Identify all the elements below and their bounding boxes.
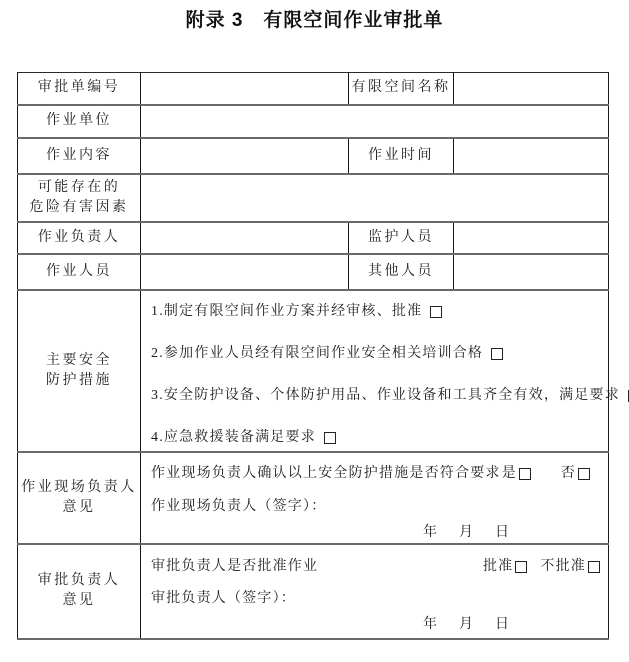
- approval-no-label: 审批单编号: [18, 73, 141, 105]
- reject-label: 不批准: [540, 559, 586, 574]
- site-leader-sign-label: 作业现场负责人（签字）：: [151, 499, 327, 514]
- approve-label: 批准: [482, 559, 514, 574]
- page-title: 附录 3 有限空间作业审批单: [185, 10, 444, 31]
- measure-1-text: 1.制定有限空间作业方案并经审核、批准: [151, 304, 423, 319]
- workers-label: 作业人员: [18, 254, 141, 290]
- approver-sign-label: 审批负责人（签字）：: [151, 591, 296, 606]
- row-approver-opinion: [18, 544, 609, 639]
- site-leader-opinion-content: [141, 452, 609, 544]
- yes-checkbox[interactable]: [519, 468, 531, 480]
- other-personnel-label-cell[interactable]: [141, 254, 349, 290]
- yes-label: 是: [501, 466, 517, 481]
- row-workers: [18, 254, 609, 290]
- guardian-field[interactable]: [454, 222, 609, 254]
- approver-signature-line[interactable]: [141, 591, 608, 607]
- row-approval-no: [18, 73, 609, 105]
- guardian-label: 监护人员: [349, 222, 454, 254]
- measure-item-3: [151, 388, 620, 404]
- site-leader-date-label: 年 月 日: [423, 525, 513, 540]
- reject-checkbox[interactable]: [588, 561, 600, 573]
- hazards-label: [18, 174, 141, 222]
- hazards-field[interactable]: [141, 174, 609, 222]
- other-personnel-field[interactable]: [454, 254, 609, 290]
- measure-item-4: [151, 430, 602, 446]
- safety-measures-label-line2: 防护措施: [46, 372, 112, 388]
- work-time-field[interactable]: [454, 138, 609, 174]
- row-work-leader: [18, 222, 609, 254]
- approver-opinion-content: [141, 544, 609, 639]
- measure-1-checkbox[interactable]: [430, 306, 442, 318]
- approve-checkbox[interactable]: [515, 561, 527, 573]
- yes-option: [502, 466, 531, 482]
- row-work-content: [18, 138, 609, 174]
- approver-opinion-label: [18, 544, 141, 639]
- measure-item-1: [151, 304, 602, 320]
- measure-4-text: 4.应急救援装备满足要求: [151, 430, 316, 445]
- measure-item-2: [151, 346, 602, 362]
- site-leader-signature-line[interactable]: [141, 499, 608, 515]
- safety-measures-label-line1: 主要安全: [46, 352, 112, 368]
- row-safety-measures: [18, 290, 609, 452]
- hazards-label-line1: 可能存在的: [37, 179, 121, 195]
- no-checkbox[interactable]: [578, 468, 590, 480]
- space-name-field[interactable]: [454, 73, 609, 105]
- safety-measures-label: [18, 290, 141, 452]
- work-leader-field[interactable]: [141, 222, 349, 254]
- work-time-label: 作业时间: [349, 138, 454, 174]
- approver-question-text: 审批负责人是否批准作业: [151, 559, 319, 574]
- approval-no-field[interactable]: [141, 73, 349, 105]
- approver-label-line1: 审批负责人: [37, 573, 121, 588]
- site-leader-confirm-text: 作业现场负责人确认以上安全防护措施是否符合要求: [151, 466, 501, 481]
- measure-3-text: 3.安全防护设备、个体防护用品、作业设备和工具齐全有效，满足要求: [151, 388, 620, 403]
- measure-2-checkbox[interactable]: [491, 348, 503, 360]
- safety-measures-content: [141, 290, 620, 452]
- reject-option: [540, 559, 600, 575]
- row-site-leader-opinion: [18, 452, 609, 544]
- row-work-unit: [18, 105, 609, 138]
- site-leader-label-line2: 意见: [62, 499, 96, 515]
- site-leader-date-line[interactable]: [141, 525, 608, 541]
- work-unit-label: 作业单位: [18, 105, 141, 138]
- approval-form-table: [17, 72, 620, 640]
- site-leader-opinion-label: [18, 452, 141, 544]
- approver-date-label: 年 月 日: [423, 617, 513, 632]
- row-hazards: [18, 174, 609, 222]
- measure-4-checkbox[interactable]: [324, 432, 336, 444]
- approve-option: [483, 559, 527, 575]
- work-content-label: 作业内容: [18, 138, 141, 174]
- measure-2-text: 2.参加作业人员经有限空间作业安全相关培训合格: [151, 346, 484, 361]
- yes-no-options: [502, 466, 590, 482]
- work-content-field[interactable]: [141, 138, 349, 174]
- work-leader-label: 作业负责人: [18, 222, 141, 254]
- no-label: 否: [560, 466, 576, 481]
- approver-label-line2: 意见: [62, 593, 96, 608]
- hazards-label-line2: 危险有害因素: [29, 199, 129, 215]
- space-name-label: 有限空间名称: [349, 73, 454, 105]
- approver-question-line: [141, 559, 608, 575]
- no-option: [561, 466, 590, 482]
- site-leader-confirm-line: [141, 466, 608, 482]
- work-unit-field[interactable]: [141, 105, 609, 138]
- approve-reject-options: [483, 559, 600, 575]
- site-leader-label-line1: 作业现场负责人: [21, 479, 137, 495]
- approver-date-line[interactable]: [141, 617, 608, 633]
- other-personnel-label: 其他人员: [349, 254, 454, 290]
